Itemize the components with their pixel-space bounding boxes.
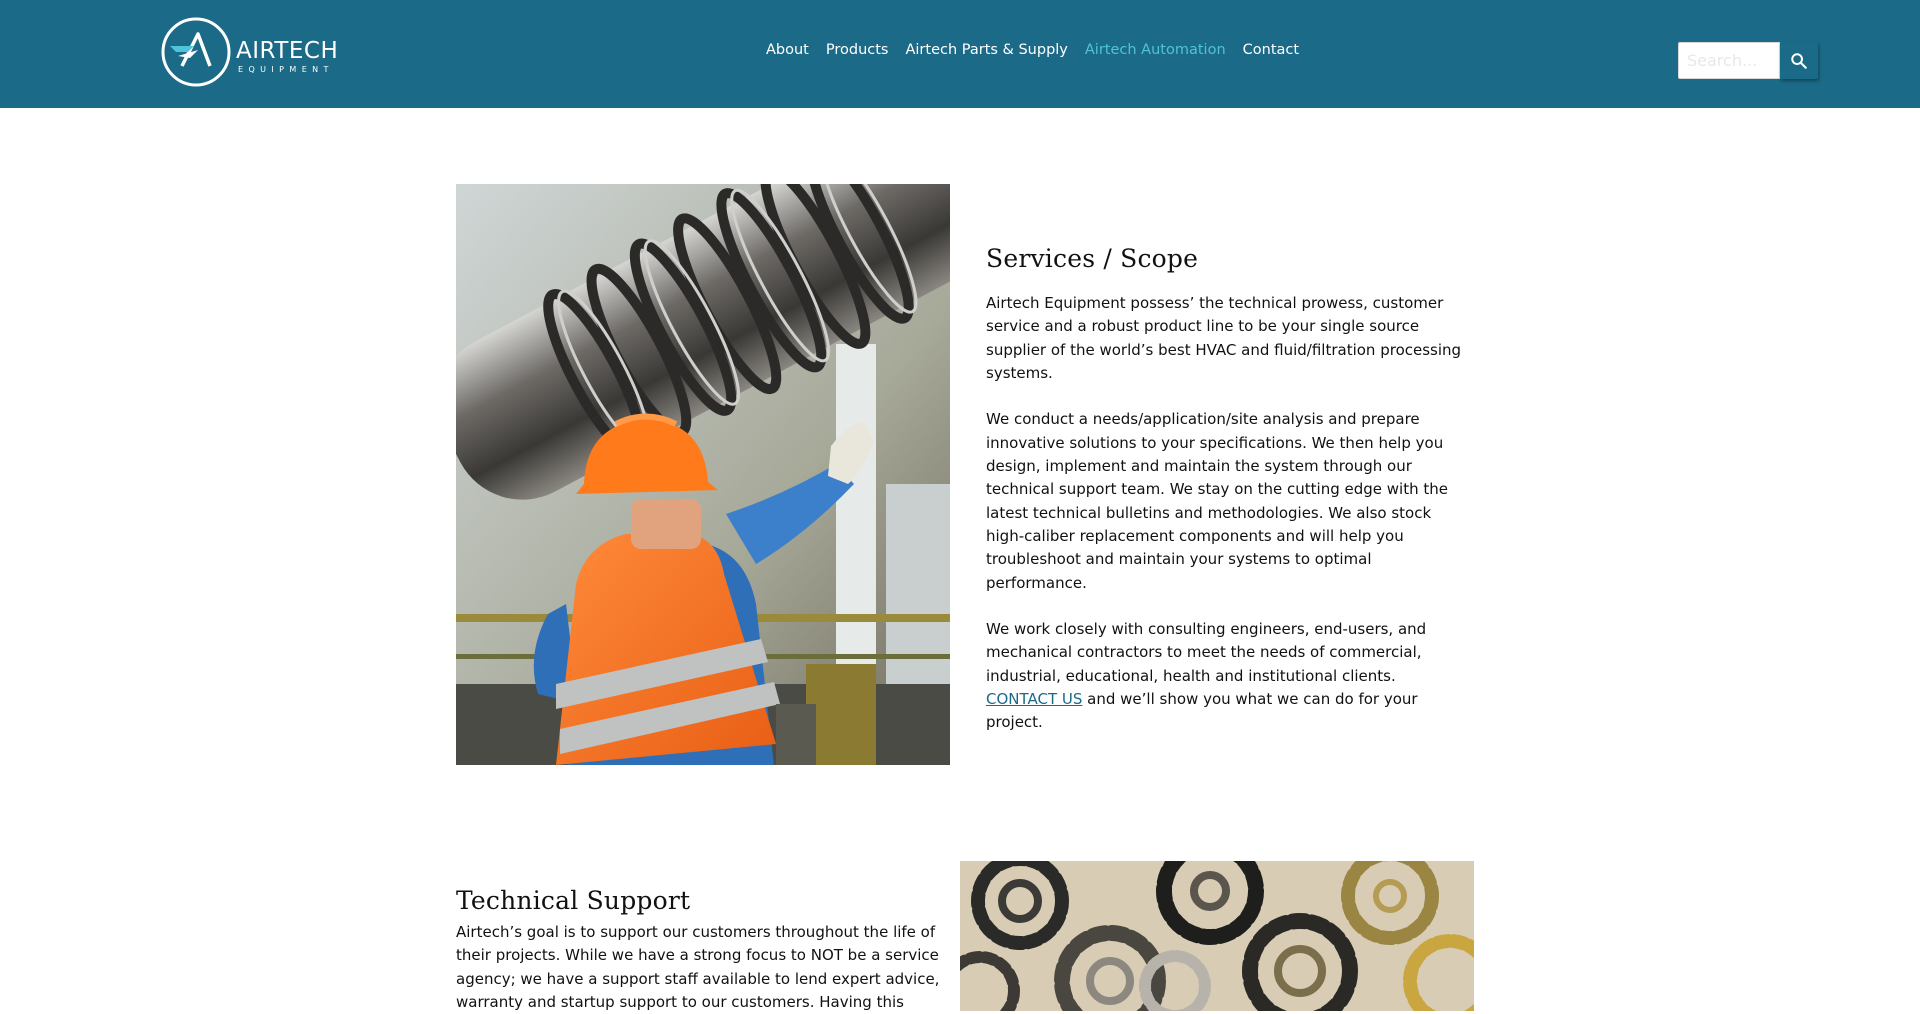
- support-paragraph-1: Airtech’s goal is to support our customers throughout the life of their projects. While we have a strong focus to NOT be a service agency; we have a support staff available to lend expert advice, warranty and startup support to our customers. Having this: [456, 923, 940, 1011]
- nav-about[interactable]: About: [766, 42, 809, 58]
- logo-wordmark: AIRTECH: [236, 38, 339, 64]
- search-input[interactable]: [1678, 42, 1780, 79]
- services-paragraph-3: [986, 618, 1474, 734]
- contact-us-link[interactable]: CONTACT US: [986, 690, 1083, 709]
- nav-contact[interactable]: Contact: [1242, 42, 1300, 58]
- site-header: [0, 0, 1920, 108]
- services-scope-section: [986, 244, 1474, 735]
- nav-airtech-automation[interactable]: Airtech Automation: [1084, 42, 1226, 58]
- nav-products[interactable]: Products: [825, 42, 889, 58]
- services-heading: Services / Scope: [986, 244, 1199, 273]
- gears-photo: [960, 861, 1474, 1011]
- services-paragraph-3-text: We work closely with consulting engineers, end-users, and mechanical contractors to meet the needs of commercial, industrial, educational, health and institutional clients.: [986, 620, 1427, 685]
- search-icon: [1790, 52, 1808, 70]
- services-paragraph-2: We conduct a needs/application/site analysis and prepare innovative solutions to your specifications. We then help you design, implement and maintain the system through our technical support team. We stay on the cutting edge with the latest technical bulletins and methodologies. We also stock high-caliber replacement components and will help you troubleshoot and maintain your systems to optimal performance.: [986, 410, 1448, 592]
- search-button[interactable]: [1780, 42, 1818, 79]
- services-paragraph-3-tail: and we’ll show you what we can do for your project.: [986, 690, 1418, 732]
- airtech-logo-mark-icon: [160, 16, 232, 88]
- logo-subtitle: EQUIPMENT: [238, 65, 334, 74]
- services-paragraph-1: Airtech Equipment possess’ the technical prowess, customer service and a robust product line to be your single source supplier of the world’s best HVAC and fluid/filtration processing systems.: [986, 294, 1462, 382]
- worker-turbine-photo: [456, 184, 950, 765]
- support-heading: Technical Support: [456, 886, 691, 915]
- main-nav: [766, 42, 1299, 58]
- nav-airtech-parts-supply[interactable]: Airtech Parts & Supply: [905, 42, 1068, 58]
- technical-support-section: [456, 886, 948, 1014]
- airtech-logo[interactable]: [160, 16, 350, 88]
- search-form: [1678, 42, 1818, 79]
